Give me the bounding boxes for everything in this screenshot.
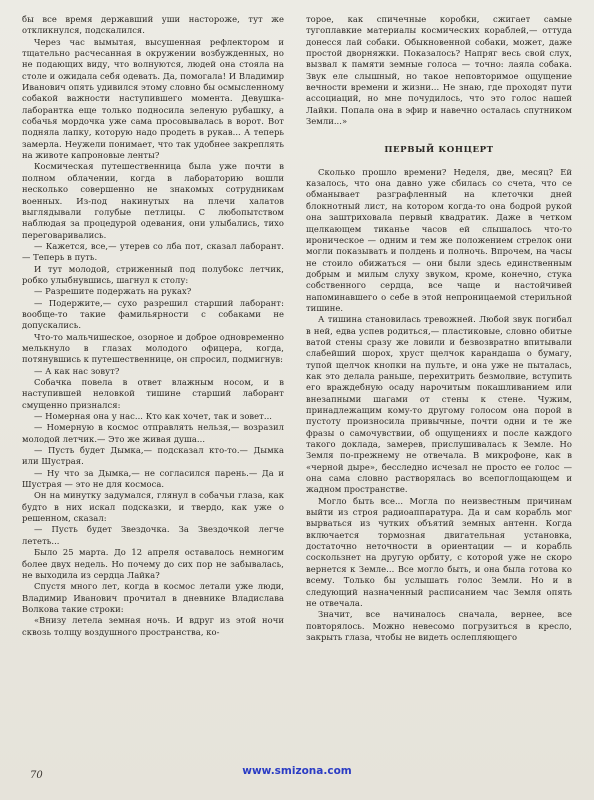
left-text-column xyxy=(22,14,284,638)
left-paragraph: Спустя много лет, когда в космос летали уже люди, Владимир Иванович прочитал в дневнике Владислава Волкова такие строки: xyxy=(22,581,284,614)
left-paragraph: Он на минутку задумался, глянул в собачьи глаза, как будто в них искал подсказки, и твердо, как уже о решенном, сказал: xyxy=(22,490,284,524)
left-paragraph: Было 25 марта. До 12 апреля оставалось немногим более двух недель. Но почему до сих пор не забывалась, не выходила из сердца Лайка? xyxy=(22,547,284,580)
site-watermark: www.smizona.com xyxy=(242,765,352,777)
left-paragraph: Через час вымытая, высушенная рефлектором и тщательно расчесанная в окружении возбужденных, но не подающих виду, что волнуются, людей она стояла на столе и ожидала себя одевать. Да, помогала! И Владимир Иванович опять удивился этому словно бы осмысленному собакой важности наступившего момента. Девушка-лаборантка еще только подносила зеленую рубашку, а собачья мордочка уже сама просовывалась в ворот. Вот подняла лапку, которую надо продеть в рукав... А теперь замерла. Неужели понимает, что так удобнее закреплять на животе капроновые ленты? xyxy=(22,36,284,161)
left-paragraph: — Пусть будет Дымка,— подсказал кто-то.— Дымка или Шустрая. xyxy=(22,445,284,467)
right-paragraph: торое, как спичечные коробки, сжигает самые тугоплавкие материалы космических кораблей,— оттуда донесся лай собаки. Обыкновенной собаки, может, даже простой дворняжки. Показалось? Напряг весь свой слух, вызвал к памяти земные голоса — точно: лаяла собака. Звук еле слышный, но такое неповторимое ощущение вечности времени и жизни... Не знаю, где проходят пути ассоциаций, но мне почудилось, что это голос нашей Лайки. Попала она в эфир и навечно осталась спутником Земли...» xyxy=(306,14,572,127)
right-paragraph: Могло быть все... Могла по неизвестным причинам выйти из строя радиоаппаратура. Да и сам корабль мог вырваться из чутких объятий земных антенн. Когда включается тормозная двигательная установка, достаточно неточности в ориентации — и корабль соскользнет на другую орбиту, с которой уже не скоро вернется к Земле... Все могло быть, и она была готова ко всему. Только бы услышать голос Земли. Но и в следующий назначенный расписанием час Земля опять не отвечала. xyxy=(306,495,572,608)
left-paragraph: — Подержите,— сухо разрешил старший лаборант: вообще-то такие фамильярности с собаками не допускались. xyxy=(22,297,284,331)
left-paragraph: — Номерную в космос отправлять нельзя,— возразил молодой летчик.— Это же живая душа... xyxy=(22,422,284,444)
left-paragraph: Космическая путешественница была уже почти в полном облачении, когда в лабораторию вошли несколько совершенно не знакомых сотрудникам военных. Из-под накинутых на плечи халатов выглядывали голубые петлицы. С любопытством наблюдая за процедурой одевания, они улыбались, тихо переговаривались. xyxy=(22,161,284,240)
left-paragraph: И тут молодой, стриженный под полубокс летчик, робко улыбнувшись, шагнул к столу: xyxy=(22,263,284,285)
left-paragraph: Собачка повела в ответ влажным носом, и в наступившей неловкой тишине старший лаборант смущенно признался: xyxy=(22,377,284,410)
left-paragraph: — Пусть будет Звездочка. За Звездочкой легче лететь... xyxy=(22,524,284,546)
left-paragraph: — А как нас зовут? xyxy=(34,365,120,376)
left-paragraph: — Кажется, все,— утерев со лба пот, сказал лаборант.— Теперь в путь. xyxy=(22,240,284,263)
section-heading: ПЕРВЫЙ КОНЦЕРТ xyxy=(384,145,494,156)
left-paragraph: — Номерная она у нас... Кто как хочет, так и зовет... xyxy=(34,411,272,422)
page-number: 70 xyxy=(30,770,43,781)
left-paragraph: «Внизу летела земная ночь. И вдруг из этой ночи сквозь толщу воздушного пространства, ко- xyxy=(22,615,284,637)
left-paragraph: Что-то мальчишеское, озорное и доброе одновременно мелькнуло в глазах молодого офицера, когда, потянувшись к путешественнице, он спросил, подмигнув: xyxy=(22,331,284,365)
right-paragraph: Сколько прошло времени? Неделя, две, месяц? Ей казалось, что она давно уже сбилась со счета, что се обманывает разграфленный на клеточки дней блокнотный лист, на котором когда-то она бодрой рукой она заштриховала первый квадратик. Даже в четком щелкающем тиканье часов ей слышалось что-то ироническое — одним и тем же положением стрелок они могли показывать и полдень и полночь. Впрочем, на часы не стоило обижаться — они были здесь единственным добрым и милым слуху звуком, кроме, конечно, стука собственного сердца, все чаще и настойчивей напоминавшего о себе в этой непроницаемой стерильной тишине. xyxy=(306,166,572,313)
right-paragraph: А тишина становилась тревожней. Любой звук погибал в ней, едва успев родиться,— пластиковые, словно обитые ватой стены сразу же ловили и безвозвратно впитывали слабейший шорох, хруст щелчок карандаша о бумагу, тупой щелчок кнопки на пульте, и она уже не пыталась, как это делала раньше, перехитрить безмолвие, вступить его враждебную осаду нарочитым покашливанием или внезапными шагами от стены к стене. Чужим, принадлежащим кому-то другому голосом она порой в пустоту произносила привычные, почти одни и те же фразы о самочувствии, об ощущениях и после каждого такого доклада, замерев, прислушивалась к Земле. Но Земля по-прежнему не отвечала. В микрофоне, как в «черной дыре», бесследно исчезал не просто ее голос — она сама словно растворялась во всепоглощающем и жадном пространстве. xyxy=(306,314,572,495)
left-paragraph: — Ну что за Дымка,— не согласился парень.— Да и Шустрая — это не для космоса. xyxy=(22,467,284,490)
left-paragraph: — Разрешите подержать на руках? xyxy=(34,286,192,297)
left-paragraph: бы все время державший уши настороже, тут же откликнулся, подскалился. xyxy=(22,14,284,36)
right-paragraph: Значит, все начиналось сначала, вернее, все повторялось. Можно невесомо погрузиться в кресло, закрыть глаза, чтобы не видеть ослепляющего xyxy=(306,609,572,642)
right-text-column xyxy=(306,14,572,643)
